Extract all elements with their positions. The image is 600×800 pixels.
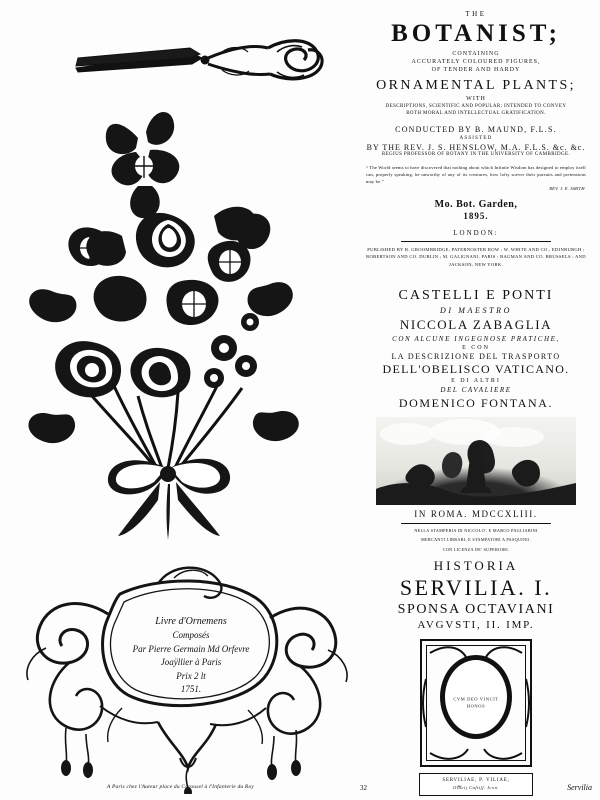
servilia-augusti: AVGVSTI, II. IMP. xyxy=(417,619,535,631)
ornemens-line4: Joaÿllier à Paris xyxy=(160,657,222,667)
servilia-running-head: Servilia xyxy=(567,783,592,792)
servilia-plaque-line2: Oﬃcij Caſtiſſ. Icon. xyxy=(452,785,500,790)
emblem-motto: CVM DEO VINCIT HONOS xyxy=(453,696,499,708)
ornemens-line6: 1751. xyxy=(180,684,202,694)
botanist-library-stamp-year: 1895. xyxy=(463,210,489,221)
embroidery-scissors-illustration xyxy=(72,22,332,102)
botanist-moral: BOTH MORAL AND INTELLECTUAL GRATIFICATION. xyxy=(406,110,546,116)
castelli-in-roma: IN ROMA. MDCCXLIII. xyxy=(414,509,538,519)
ornemens-line3: Par Pierre Germain Md Orfevre xyxy=(132,643,250,654)
servilia-historia: HISTORIA xyxy=(433,558,519,573)
castelli-del-cavaliere: DEL CAVALIERE xyxy=(440,386,512,394)
servilia-title: SERVILIA. I. xyxy=(399,575,553,600)
castelli-e-di-altri: E DI ALTRI xyxy=(451,378,501,384)
panel-servilia-page xyxy=(360,558,592,794)
botanist-descriptions: DESCRIPTIONS, SCIENTIFIC AND POPULAR; INTENDED TO CONVEY xyxy=(385,104,567,109)
castelli-di-maestro: DI MAESTRO xyxy=(440,306,512,315)
botanist-quote-attribution: REV. J. E. SMITH. xyxy=(549,185,586,191)
castelli-imprint-line3: CON LICENZA DE' SUPERIORI. xyxy=(442,546,510,552)
ornemens-caption: A Paris chez l'Auteur place du Carousel à l'Infanterie du Roy xyxy=(106,784,255,790)
botanist-conducted-by: CONDUCTED BY B. MAUND, F.L.S. xyxy=(395,124,557,134)
botanist-title: BOTANIST; xyxy=(391,20,561,47)
ornemens-title-block xyxy=(126,614,256,697)
botanist-quote xyxy=(366,165,586,193)
castelli-obelisco: DELL'OBELISCO VATICANO. xyxy=(382,362,570,376)
flower-bouquet-engraving xyxy=(18,96,338,546)
castelli-author: NICCOLA ZABAGLIA xyxy=(399,317,553,332)
servilia-plaque-line1: SERVILIAE, P. VILIAE, xyxy=(442,778,510,783)
panel-castelli-title-page xyxy=(360,288,592,556)
botanist-coloured-figures: ACCURATELY COLOURED FIGURES, xyxy=(411,59,541,65)
botanist-professor: REGIUS PROFESSOR OF BOTANY IN THE UNIVERSITY OF CAMBRIDGE. xyxy=(381,151,571,157)
botanist-assisted: ASSISTED xyxy=(459,135,493,141)
castelli-e-con: E CON xyxy=(462,345,490,351)
botanist-the: THE xyxy=(465,10,487,18)
panel-botanist-title-page xyxy=(360,10,592,290)
botanist-library-stamp-line1: Mo. Bot. Garden, xyxy=(434,198,518,210)
ornemens-line2: Composés xyxy=(172,630,210,640)
castelli-title: CASTELLI E PONTI xyxy=(398,288,554,303)
castelli-vignette-putti xyxy=(376,417,576,505)
servilia-emblem xyxy=(420,639,532,767)
castelli-con-alcune: CON ALCUNE INGEGNOSE PRATICHE, xyxy=(392,335,560,343)
botanist-henslow: BY THE REV. J. S. HENSLOW, M.A. F.L.S. &c. &c. xyxy=(366,142,586,152)
castelli-fontana: DOMENICO FONTANA. xyxy=(398,396,554,410)
servilia-plaque xyxy=(419,773,533,796)
servilia-folio-number: 32 xyxy=(360,784,367,792)
botanist-containing: CONTAINING xyxy=(452,51,500,57)
ornemens-line1: Livre d'Ornemens xyxy=(155,616,227,627)
panel-scissors-flowers xyxy=(12,8,342,553)
botanist-quote-text: “ The World seems to have discovered that nothing about which Infinite Wisdom has designed to employ itself can, properly speaking, be unworthy of any of its creatures, how lofty soever their pursuits and pretensions may be.” xyxy=(366,165,586,185)
castelli-imprint-line2: MERCANTI LIBRARI, E STAMPATORI A PASQUINO. xyxy=(421,537,531,543)
botanist-tender-hardy: OF TENDER AND HARDY xyxy=(431,67,521,73)
castelli-divider-rule xyxy=(401,523,551,524)
botanist-publishers: PUBLISHED BY R. GROOMBRIDGE, PATERNOSTER ROW ; W. WHITE AND CO., EDINBURGH ; ROBERTSON AND CO. DUBLIN ; M. GALIGNANI, PARIS ; BAGMAN AND CO. BRUSSELS ; AND JACKSON, NEW YORK. xyxy=(366,246,586,267)
botanist-divider-rule xyxy=(401,241,551,242)
servilia-sponsa: SPONSA OCTAVIANI xyxy=(397,602,555,617)
castelli-imprint-line1: NELLA STAMPERIA DI NICCOLO', E MARCO PAGLIARINI xyxy=(414,528,538,533)
botanist-with: WITH xyxy=(466,96,486,102)
ornemens-line5: Prix 2 lt xyxy=(176,670,206,681)
botanist-subtitle: ORNAMENTAL PLANTS; xyxy=(376,78,576,93)
panel-ornemens-cartouche xyxy=(8,558,353,794)
botanist-london: LONDON: xyxy=(453,228,499,237)
castelli-descrizione: LA DESCRIZIONE DEL TRASPORTO xyxy=(391,352,561,361)
